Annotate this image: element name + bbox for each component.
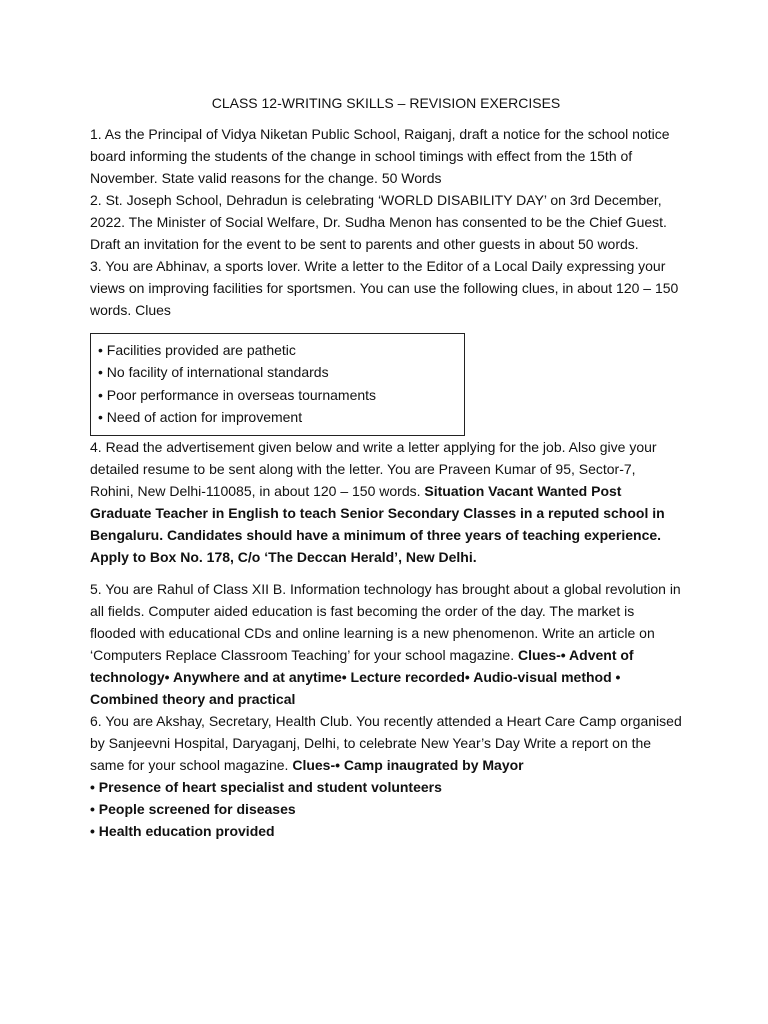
worksheet-page <box>90 92 682 842</box>
clue-item: • Need of action for improvement <box>98 408 303 425</box>
question-6-text: 6. You are Akshay, Secretary, Health Club. You recently attended a Heart Care Camp organised by Sanjeevni Hospital, Daryaganj, Delhi, to celebrate New Year’s Day Write a report on the same for your school magazine. <box>90 713 682 774</box>
clue-item: • Presence of heart specialist and student volunteers <box>90 779 442 796</box>
question-5 <box>90 578 682 710</box>
question-4-text: 4. Read the advertisement given below and write a letter applying for the job. Also give your detailed resume to be sent along with the letter. You are Praveen Kumar of 95, Sector-7, Rohini, New Delhi-110085, in about 120 – 150 words. <box>90 439 657 500</box>
question-4 <box>90 436 682 568</box>
clue-item: • Facilities provided are pathetic <box>98 342 296 358</box>
question-6-clue-lead: Clues-• Camp inaugrated by Mayor <box>292 757 524 774</box>
question-1: 1. As the Principal of Vidya Niketan Public School, Raiganj, draft a notice for the school notice board informing the students of the change in school timings with effect from the 15th of November. State valid reasons for the change. 50 Words <box>90 126 670 186</box>
question-5-text: 5. You are Rahul of Class XII B. Information technology has brought about a global revolution in all fields. Computer aided education is fast becoming the order of the day. The market is flooded with educational CDs and online learning is a new phenomenon. Write an article on ‘Computers Replace Classroom Teaching’ for your school magazine. <box>90 581 681 664</box>
clue-item: • People screened for diseases <box>90 801 296 818</box>
question-5-clues: Clues-• Advent of technology• Anywhere and at anytime• Lecture recorded• Audio-visual method • Combined theory and practical <box>90 647 634 708</box>
page-title: CLASS 12-WRITING SKILLS – REVISION EXERCISES <box>211 95 561 111</box>
question-2: 2. St. Joseph School, Dehradun is celebrating ‘WORLD DISABILITY DAY’ on 3rd December, 2022. The Minister of Social Welfare, Dr. Sudha Menon has consented to be the Chief Guest. Draft an invitation for the event to be sent to parents and other guests in about 50 words. <box>90 192 667 252</box>
clue-item: • No facility of international standards <box>98 364 329 381</box>
clue-item: • Poor performance in overseas tournaments <box>98 386 377 403</box>
question-3: 3. You are Abhinav, a sports lover. Write a letter to the Editor of a Local Daily expressing your views on improving facilities for sportsmen. You can use the following clues, in about 120 – 150 words. Clues <box>90 258 679 318</box>
question-3-clue-box <box>90 333 465 436</box>
question-6 <box>90 710 682 842</box>
clue-item: • Health education provided <box>90 823 275 840</box>
question-4-advertisement: Situation Vacant Wanted Post Graduate Teacher in English to teach Senior Secondary Classes in a reputed school in Bengaluru. Candidates should have a minimum of three years of teaching experience. Apply to Box No. 178, C/o ‘The Deccan Herald’, New Delhi. <box>90 483 665 566</box>
